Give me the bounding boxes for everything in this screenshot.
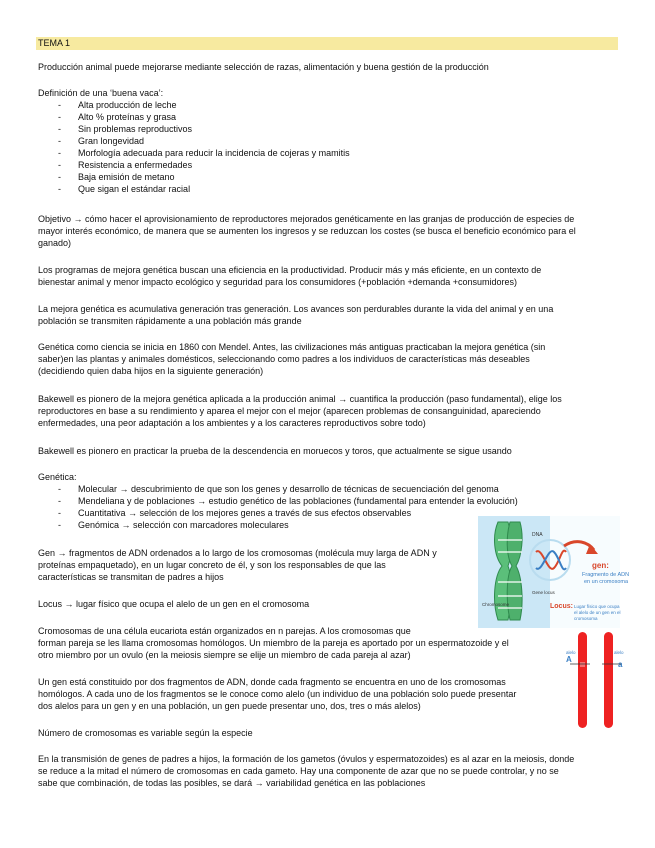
bakewell-prueba-paragraph: Bakewell es pionero en practicar la prueba de la descendencia en moruecos y toros, que actualmente se sigue usando (38, 446, 512, 456)
acumulativa-paragraph: La mejora genética es acumulativa generación tras generación. Los avances son perdurables durante la vida del animal y en una población se transmiten rápidamente a una población más grande (38, 304, 554, 326)
numero-paragraph: Número de cromosomas es variable según la especie (38, 728, 253, 738)
buena-vaca-list (58, 99, 350, 195)
list-item: - Mendeliana y de poblaciones → estudio genético de las poblaciones (fundamental para entender la evolución) (58, 496, 518, 506)
programas-paragraph: Los programas de mejora genética buscan una eficiencia en la productividad. Producir más y más eficiente, en un contexto de bienestar animal y menor impacto ecológico y seguridad para los consumidores (+población +demanda +consumidores) (38, 265, 542, 287)
alelo-right-label: alelo (614, 650, 624, 655)
gene-locus-label: Gene locus (532, 590, 555, 595)
alelos-paragraph: Un gen está constituido por dos fragmentos de ADN, donde cada fragmento se encuentra en uno de los cromosomas homólogos. A cada uno de los fragmentos se le conoce como alelo (un individuo de una población solo puede presentar dos alelos para un gen y en una población, un gen puede presentar uno, dos, tres o más alelos) (38, 677, 517, 711)
list-item: - Que sigan el estándar racial (58, 184, 191, 194)
locus-caption-line: cromosoma (574, 616, 598, 621)
gen-title: gen: (592, 561, 609, 570)
locus-caption-line: el alelo de un gen en el (574, 610, 621, 615)
topic-heading: TEMA 1 (36, 37, 618, 50)
list-item: - Molecular → descubrimiento de que son los genes y desarrollo de técnicas de secuenciación del genoma (58, 484, 499, 494)
alleles-figure (564, 630, 626, 730)
allele-a-label: a (618, 660, 623, 669)
chromosome-label: Chromosome (482, 602, 510, 607)
chromosome-right-icon (604, 632, 613, 728)
genetica-list (58, 483, 518, 531)
alelo-left-label: alelo (566, 650, 576, 655)
gen-caption-line: en un cromosoma (584, 579, 629, 585)
objetivo-paragraph: Objetivo → cómo hacer el aprovisionamiento de reproductores mejorados genéticamente en las granjas de producción de especies de mayor interés económico, de manera que se aumenten los ingresos y se reduzcan los costes (se busca el beneficio económico para el ganado) (38, 214, 576, 248)
list-item: - Alto % proteínas y grasa (58, 112, 177, 122)
ciencia-paragraph: Genética como ciencia se inicia en 1860 con Mendel. Antes, las civilizaciones más antiguas practicaban la mejora genética (sin saber)en las plantas y animales domésticos, seleccionando como padres a los individuos de características más deseables (decidiendo quien daba hijos en la siguiente generación) (38, 342, 546, 376)
allele-A-label: A (566, 655, 572, 664)
list-item: - Baja emisión de metano (58, 172, 175, 182)
list-item: - Morfología adecuada para reducir la incidencia de cojeras y mamitis (58, 148, 350, 158)
list-item: - Resistencia a enfermedades (58, 160, 193, 170)
transmision-paragraph: En la transmisión de genes de padres a hijos, la formación de los gametos (óvulos y espermatozoides) es al azar en la meiosis, donde se reduce a la mitad el número de cromosomas en cada gameto. Hay una componente de azar que no se puede controlar, y no se sabe que combinación, de todas las posibles, se dará → variabilidad genética en las poblaciones (38, 754, 575, 788)
bakewell-paragraph: Bakewell es pionero de la mejora genética aplicada a la producción animal → cuantifica la producción (paso fundamental), elige los reproductores en base a su rendimiento y aparea el mejor con el mejor (aparecen problemas de consanguinidad, apareciendo enfermedades, una peor adaptación a los ambientes y a los caracteres reproductivos sobre todo) (38, 394, 562, 428)
intro-paragraph: Producción animal puede mejorarse mediante selección de razas, alimentación y buena gestión de la producción (38, 62, 489, 72)
genetica-title: Genética: (38, 472, 77, 482)
chromosome-left-icon (578, 632, 587, 728)
locus-paragraph: Locus → lugar físico que ocupa el alelo de un gen en el cromosoma (38, 599, 310, 609)
cromosomas-paragraph: Cromosomas de una célula eucariota están organizados en n parejas. A los cromosomas que forman pareja se les llama cromosomas homólogos. Un miembro de la pareja es aportado por un espermatozoide y el otro miembro por un ovulo (en la meiosis siempre se elije un miembro de cada pareja al azar) (38, 626, 509, 660)
locus-caption-line: Lugar físico que ocupa (574, 604, 620, 609)
gen-paragraph: Gen → fragmentos de ADN ordenados a lo largo de los cromosomas (molécula muy larga de ADN y proteínas empaquetado), en un lugar concreto de él, y son los responsables de que las características se transmitan de padres a hijos (38, 548, 437, 582)
gene-locus-figure (478, 516, 630, 628)
list-item: - Cuantitativa → selección de los mejores genes a través de sus efectos observables (58, 508, 412, 518)
gen-caption-line: Fragmento de ADN (582, 572, 630, 578)
dna-label: DNA (532, 532, 543, 538)
list-item: - Gran longevidad (58, 136, 145, 146)
list-item: - Alta producción de leche (58, 100, 177, 110)
list-item: - Genómica → selección con marcadores moleculares (58, 520, 289, 530)
buena-vaca-title: Definición de una ‘buena vaca’: (38, 88, 164, 98)
list-item: - Sin problemas reproductivos (58, 124, 193, 134)
locus-title: Locus: (550, 603, 573, 610)
